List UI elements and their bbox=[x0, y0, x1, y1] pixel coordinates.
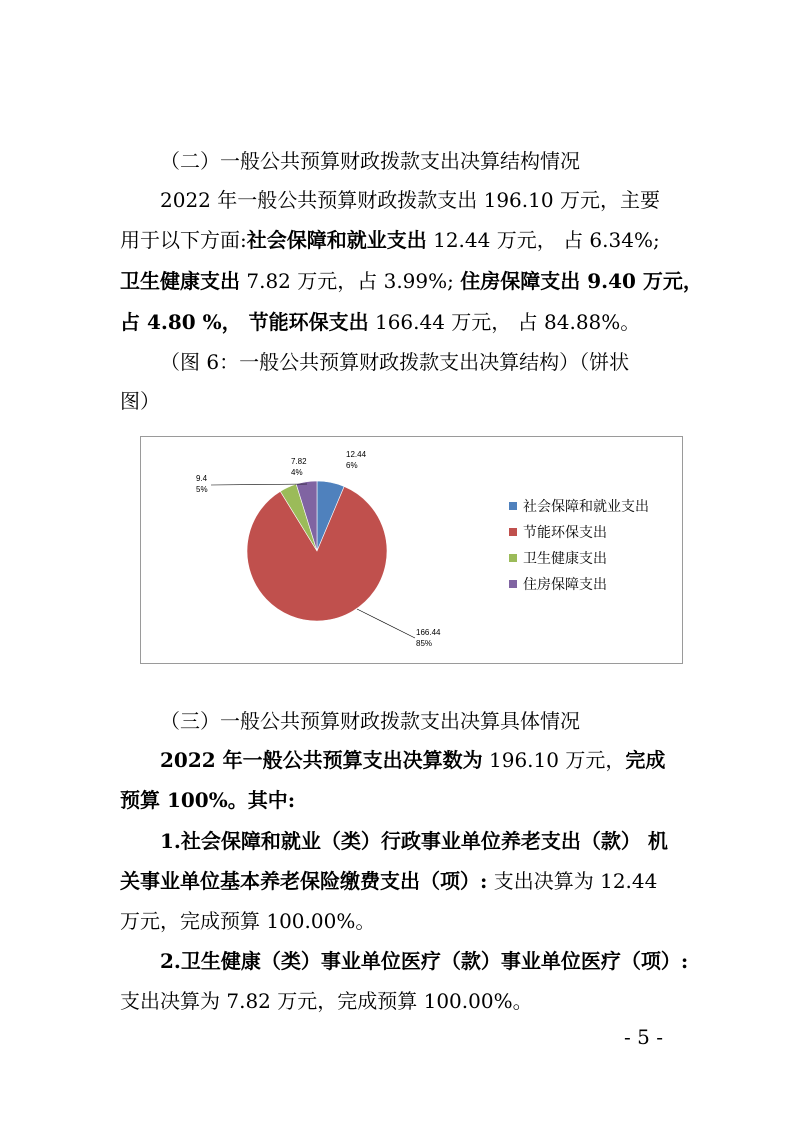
text-run: 用于以下方面: bbox=[120, 228, 247, 252]
legend-entry: 社会保障和就业支出 bbox=[523, 498, 649, 514]
item1-line2 bbox=[120, 866, 676, 896]
legend-entry: 住房保障支出 bbox=[523, 576, 607, 592]
text-run: 12.44 万元， 占 6.34%; bbox=[426, 228, 660, 252]
text-run: 7.82 万元，占 3.99%; bbox=[240, 269, 461, 293]
figure-caption-line1: （图 6：一般公共预算财政拨款支出决算结构）（饼状 bbox=[160, 350, 630, 374]
text-run: 关事业单位基本养老保险缴费支出（项）: bbox=[120, 869, 488, 893]
figure-caption-line2: 图） bbox=[120, 389, 160, 413]
legend-entry: 卫生健康支出 bbox=[523, 550, 607, 566]
slice-value-label: 12.44 bbox=[346, 450, 367, 459]
text-run: 完成 bbox=[625, 748, 666, 772]
text-run: 166.44 万元， 占 84.88%。 bbox=[368, 310, 641, 334]
slice-percent-label: 5% bbox=[196, 485, 208, 494]
pie-chart-frame bbox=[140, 436, 683, 664]
text-run: 9.40 万元， bbox=[580, 269, 703, 293]
legend-swatch bbox=[509, 554, 517, 562]
leader-line bbox=[211, 484, 307, 485]
text-run: 占 4.80 %， bbox=[120, 310, 249, 334]
slice-value-label: 7.82 bbox=[291, 457, 307, 466]
legend-swatch bbox=[509, 528, 517, 536]
slice-percent-label: 4% bbox=[291, 468, 303, 477]
legend-entry: 节能环保支出 bbox=[523, 524, 607, 540]
slice-value-label: 9.4 bbox=[196, 474, 208, 483]
section2-heading: （二）一般公共预算财政拨款支出决算结构情况 bbox=[160, 149, 580, 173]
section2-para-line3 bbox=[120, 266, 703, 296]
text-run: 2022 年一般公共预算支出决算数为 bbox=[160, 748, 483, 772]
section2-para-line4 bbox=[120, 307, 676, 337]
item2-line1: 2.卫生健康（类）事业单位医疗（款）事业单位医疗（项）: bbox=[160, 949, 689, 973]
health-label: 卫生健康支出 bbox=[120, 269, 240, 293]
item1-line3: 万元，完成预算 100.00%。 bbox=[120, 909, 376, 933]
section2-para-line1: 2022 年一般公共预算财政拨款支出 196.10 万元，主要 bbox=[160, 188, 660, 212]
leader-line bbox=[357, 609, 415, 638]
section3-heading: （三）一般公共预算财政拨款支出决算具体情况 bbox=[160, 709, 580, 733]
text-run: 196.10 万元， bbox=[482, 748, 626, 772]
page-number: - 5 - bbox=[624, 1025, 663, 1049]
social-security-label: 社会保障和就业支出 bbox=[246, 228, 427, 252]
text-run: 支出决算为 12.44 bbox=[487, 869, 658, 893]
environment-label: 节能环保支出 bbox=[248, 310, 369, 334]
slice-percent-label: 85% bbox=[416, 639, 433, 648]
legend-swatch bbox=[509, 502, 517, 510]
slice-value-label: 166.44 bbox=[416, 628, 441, 637]
item2-line2: 支出决算为 7.82 万元，完成预算 100.00%。 bbox=[120, 989, 533, 1013]
slice-percent-label: 6% bbox=[346, 461, 358, 470]
pie-chart bbox=[141, 437, 682, 663]
housing-label: 住房保障支出 bbox=[460, 269, 581, 293]
item1-line1: 1.社会保障和就业（类）行政事业单位养老支出（款） 机 bbox=[160, 829, 668, 853]
section3-para-line1 bbox=[160, 745, 716, 775]
legend-swatch bbox=[509, 580, 517, 588]
section3-para-line2: 预算 100%。其中: bbox=[120, 788, 296, 812]
section2-para-line2 bbox=[120, 225, 676, 255]
